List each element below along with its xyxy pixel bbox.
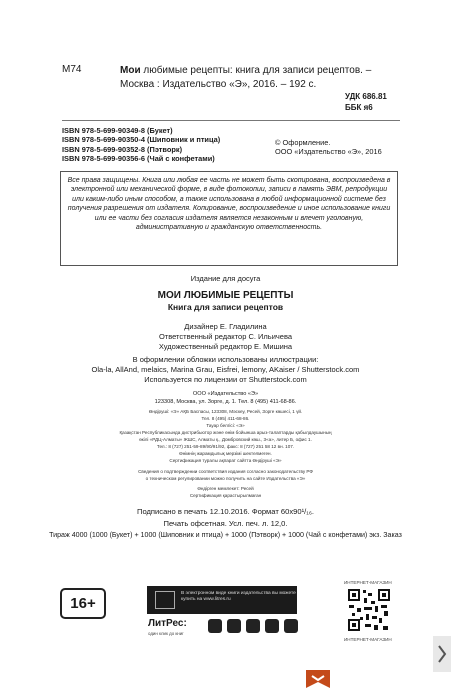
- isbn-line: ISBN 978-5-699-90356-6 (Чай с конфетами): [62, 154, 215, 164]
- fineprint-line: Тел. 8 (495) 411-68-86.: [201, 416, 250, 421]
- isbn-list: [62, 126, 220, 164]
- copyright-block: [275, 138, 382, 157]
- fineprint-line: өкілі «РДЦ-Алматы» ЖШС, Алматы қ., Домбровский көш., 3«а», литер Б, офис 1.: [139, 437, 312, 442]
- edition-type: Издание для досуга: [190, 274, 261, 283]
- divider: [62, 120, 400, 121]
- illustrations-license: Используется по лицензии от Shutterstock.com: [144, 375, 307, 384]
- catalog-title-bold: Мои: [120, 65, 141, 76]
- udk-code: УДК 686.81: [345, 92, 387, 101]
- fineprint-line: Өндірген мемлекет: Ресей: [197, 486, 254, 491]
- litres-logo: ЛитРес:: [148, 618, 187, 629]
- copyright-line: © Оформление.: [275, 138, 331, 147]
- apple-icon: [208, 619, 222, 633]
- credit-editor: Ответственный редактор С. Ильичева: [158, 332, 293, 341]
- fineprint-line: Өнімнің жарамдылық мерзімі шектелмеген.: [179, 451, 272, 456]
- publisher-name: ООО «Издательство «Э»: [192, 391, 259, 397]
- publisher-address: 123308, Москва, ул. Зорге, д. 1. Тел. 8 (495) 411-68-86.: [154, 399, 297, 405]
- qr-code-icon: [346, 587, 392, 633]
- catalog-title-rest: любимые рецепты: книга для записи рецептов. – Москва : Издательство «Э», 2016. – 192 с.: [120, 65, 372, 90]
- fineprint-line: Сертификация туралы ақпарат сайтта Өндіруші «Э»: [169, 458, 282, 463]
- ebook-line: купить на www.litres.ru: [181, 597, 231, 602]
- age-rating-badge: 16+: [60, 588, 106, 619]
- isbn-line: ISBN 978-5-699-90349-8 (Букет): [62, 126, 173, 135]
- litres-tagline: один клик до книг: [148, 631, 184, 636]
- fineprint-line: Тел.: 8 (727) 251-59-89/90/91/92, факс: 8 (727) 251 58 12 вн. 107.: [156, 444, 295, 449]
- ebook-text: [181, 591, 296, 603]
- windows-icon: [246, 619, 260, 633]
- credit-designer: Дизайнер Е. Гладилина: [184, 322, 267, 331]
- bookmark-logo-icon: [304, 668, 332, 690]
- book-title: МОИ ЛЮБИМЫЕ РЕЦЕПТЫ: [157, 290, 294, 301]
- book-icon: [155, 591, 175, 609]
- fineprint-line: Өндіруші: «Э» АҚБ Баспасы, 123308, Мәскеу, Ресей, Зорге көшесі, 1 үй.: [148, 409, 303, 414]
- book-subtitle: Книга для записи рецептов: [167, 302, 284, 312]
- rights-notice: Все права защищены. Книга или любая ее часть не может быть скопирована, воспроизведена в электронной или механической форме, в виде фотокопии, записи в память ЭВМ, репродукции или каким-либо иным способом, а также использована в любой информационной системе без получения разрешения от издателя. Копирование, воспроизведение и иное использование книги или ее части без согласия издателя является незаконным и влечет уголовную, административную и гражданскую ответственность.: [60, 171, 398, 266]
- chevron-right-icon: [433, 636, 451, 672]
- fineprint-line: Сведения о подтверждении соответствия издания согласно законодательству РФ: [138, 469, 313, 474]
- illustrations-authors: Ola-la, AllAnd, melaics, Marina Grau, Eisfrei, lemony, AKaiser / Shutterstock.com: [91, 365, 360, 374]
- next-page-arrow[interactable]: [433, 636, 451, 672]
- bbk-code: ББК я6: [345, 103, 373, 112]
- fineprint-line: Қазақстан Республикасында дистрибьютор және өнім бойынша арыз-талаптарды қабылдаушының: [119, 430, 332, 435]
- web-icon: [265, 619, 279, 633]
- catalog-entry: [120, 64, 405, 92]
- reader-icon: [284, 619, 298, 633]
- print-run: Тираж 4000 (1000 (Букет) + 1000 (Шиповник и птица) + 1000 (Пэтворк) + 1000 (Чай с конфетами) экз. Заказ: [49, 531, 402, 539]
- isbn-line: ISBN 978-5-699-90350-4 (Шиповник и птица): [62, 135, 221, 145]
- illustrations-heading: В оформлении обложки использованы иллюстрации:: [132, 355, 319, 364]
- print-signed: Подписано в печать 12.10.2016. Формат 60x90¹/₁₆.: [136, 507, 314, 516]
- fineprint-line: о техническом регулировании можно получить на сайте Издательства «Э»: [145, 476, 306, 481]
- fineprint-line: Сертификация қарастырылмаған: [189, 493, 262, 498]
- print-type: Печать офсетная. Усл. печ. л. 12,0.: [163, 519, 288, 528]
- ebook-banner: [147, 586, 297, 614]
- catalog-code: М74: [62, 64, 82, 75]
- android-icon: [227, 619, 241, 633]
- fineprint-line: Тауар белгісі: «Э»: [206, 423, 245, 428]
- copyright-line: ООО «Издательство «Э», 2016: [275, 147, 382, 157]
- ebook-line: В электронном виде книги издательства вы можете: [181, 591, 296, 596]
- qr-caption-bottom: ИНТЕРНЕТ-МАГАЗИН: [344, 637, 392, 642]
- qr-caption-top: ИНТЕРНЕТ-МАГАЗИН: [344, 580, 392, 585]
- credit-art-editor: Художественный редактор Е. Мишина: [158, 342, 293, 351]
- isbn-line: ISBN 978-5-699-90352-8 (Пэтворк): [62, 144, 183, 154]
